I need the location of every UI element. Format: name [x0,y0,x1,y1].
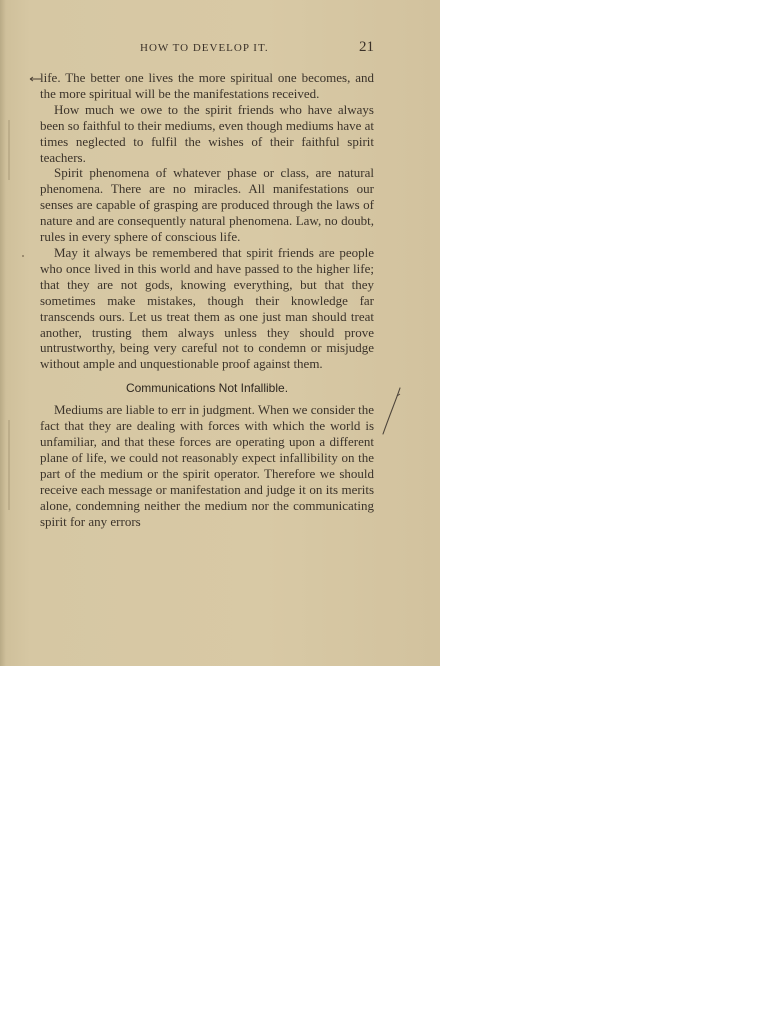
paragraph: Spirit phenomena of whatever phase or class, are natural phenomena. There are no miracles. All manifestations our senses are capable of grasping are produced through the laws of nature and are consequently natural phenomena. Law, no doubt, rules in every sphere of conscious life. [40,165,374,245]
margin-dot [22,255,24,257]
page-edge-shadow [8,120,10,180]
paragraph: Mediums are liable to err in judgment. When we consider the fact that they are dealing with forces with which the world is unfamiliar, and that these forces are operating upon a different plane of life, we could not reasonably expect infallibility on the part of the medium or the spirit operator. Therefore we should receive each message or manifestation and judge it on its merits alone, condemning neither the medium nor the communicating spirit for any errors [40,402,374,529]
paragraph: May it always be remembered that spirit friends are people who once lived in this world and have passed to the higher life; that they are not gods, knowing everything, but that they sometimes make mistakes, though their knowledge far transcends ours. Let us treat them as one just man should treat another, trusting them always unless they should prove untrustworthy, being very careful not to condemn or misjudge without ample and unquestionable proof against them. [40,244,374,372]
scanned-page [0,0,440,666]
running-title: HOW TO DEVELOP IT. [140,42,269,54]
page-number: 21 [359,39,374,55]
paragraph: life. The better one lives the more spiritual one becomes, and the more spiritual will be the manifestations received. [40,70,374,101]
page-edge-shadow [8,420,10,510]
pencil-margin-mark-icon [378,384,404,440]
body-text [40,70,374,529]
section-heading: Communications Not Infallible. [125,381,289,396]
running-head [40,41,374,59]
paragraph: How much we owe to the spirit friends who have always been so faithful to their mediums, even though mediums have at times neglected to fulfil the wishes of their faithful spirit teachers. [40,101,374,165]
